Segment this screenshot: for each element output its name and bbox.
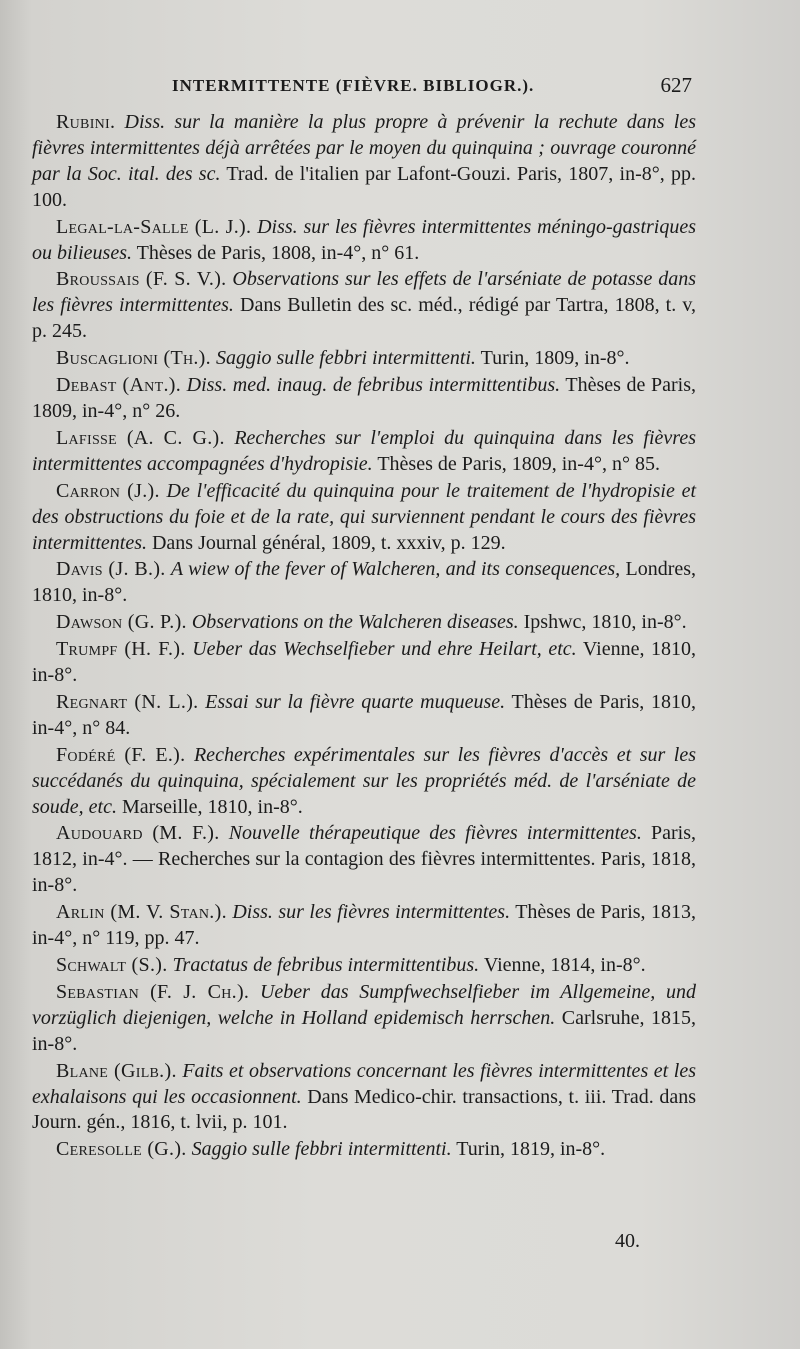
bibliography-entry bbox=[32, 821, 696, 899]
entry-title: Saggio sulle febbri intermittenti. bbox=[215, 347, 476, 370]
page-header bbox=[32, 73, 692, 104]
entry-author: Dawson (G. P.). bbox=[56, 611, 187, 634]
bibliography-entry bbox=[32, 346, 696, 372]
entry-title: Recherches sur l'emploi du quinquina dans les fièvres intermittentes accompagnées d'hydropisie. bbox=[32, 426, 697, 475]
bibliography-entry bbox=[32, 743, 696, 821]
entry-details: Dans Journal général, 1809, t. xxxiv, p. 129. bbox=[151, 531, 506, 554]
bibliography-entry bbox=[32, 690, 696, 742]
bibliography-list bbox=[32, 110, 696, 1164]
bibliography-entry bbox=[32, 373, 696, 425]
entry-author: Fodéré (F. E.). bbox=[56, 743, 186, 766]
bibliography-entry bbox=[32, 426, 696, 478]
entry-author: Arlin (M. V. Stan.). bbox=[56, 901, 227, 924]
entry-author: Schwalt (S.). bbox=[56, 954, 168, 976]
entry-details: Carlsruhe, 1815, in-8°. bbox=[32, 1006, 697, 1055]
bibliography-entry bbox=[32, 980, 696, 1058]
entry-author: Legal-la-Salle (L. J.). bbox=[56, 215, 252, 238]
page-number: 627 bbox=[660, 73, 692, 97]
entry-details: Marseille, 1810, in-8°. bbox=[121, 795, 303, 818]
entry-author: Blane (Gilb.). bbox=[56, 1059, 177, 1082]
bibliography-entry bbox=[32, 953, 696, 979]
entry-title: Faits et observations concernant les fièvres intermittentes et les exhalaisons qui les occasionnent. bbox=[32, 1059, 697, 1108]
entry-author: Ceresolle (G.). bbox=[56, 1138, 187, 1161]
entry-title: Saggio sulle febbri intermittenti. bbox=[191, 1138, 452, 1161]
entry-title: Observations sur les effets de l'arséniate de potasse dans les fièvres intermittentes. bbox=[32, 268, 696, 317]
bibliography-entry bbox=[32, 1137, 696, 1163]
entry-details: Turin, 1809, in-8°. bbox=[480, 347, 630, 370]
entry-details: Ipshwc, 1810, in-8°. bbox=[523, 611, 687, 634]
entry-author: Sebastian (F. J. Ch.). bbox=[56, 980, 250, 1003]
entry-details: Turin, 1819, in-8°. bbox=[456, 1138, 606, 1161]
entry-author: Rubini. bbox=[56, 111, 116, 133]
bibliography-entry bbox=[32, 610, 696, 636]
entry-details: Londres, 1810, in-8°. bbox=[32, 558, 697, 607]
entry-title: Ueber das Wechselfieber und ehre Heilart, etc. bbox=[192, 638, 577, 661]
entry-details: Thèses de Paris, 1808, in-4°, n° 61. bbox=[136, 241, 420, 264]
bibliography-entry bbox=[32, 110, 696, 214]
entry-details: Thèses de Paris, 1809, in-4°, n° 85. bbox=[377, 452, 660, 475]
entry-details: Vienne, 1810, in-8°. bbox=[32, 638, 697, 687]
entry-author: Davis (J. B.). bbox=[56, 558, 166, 581]
running-title: INTERMITTENTE (FIÈVRE. BIBLIOGR.). bbox=[172, 76, 535, 95]
entry-details: Dans Medico-chir. transactions, t. iii. Trad. dans Journ. gén., 1816, t. lvii, p. 101. bbox=[32, 1085, 697, 1134]
entry-author: Lafisse (A. C. G.). bbox=[56, 426, 225, 449]
entry-author: Debast (Ant.). bbox=[56, 374, 182, 397]
bibliography-entry bbox=[32, 479, 696, 557]
bibliography-entry bbox=[32, 900, 696, 952]
bibliography-entry bbox=[32, 637, 696, 689]
bibliography-entry bbox=[32, 557, 696, 609]
entry-details: Vienne, 1814, in-8°. bbox=[483, 954, 646, 976]
entry-title: Observations on the Walcheren diseases. bbox=[191, 611, 519, 634]
entry-author: Regnart (N. L.). bbox=[56, 690, 199, 713]
entry-title: Tractatus de febribus intermittentibus. bbox=[172, 954, 480, 976]
entry-title: A wiew of the fever of Walcheren, and its consequences, bbox=[170, 558, 621, 581]
entry-title: Diss. sur les fièvres intermittentes méningo-gastriques ou bilieuses. bbox=[32, 215, 696, 264]
entry-details: Thèses de Paris, 1810, in-4°, n° 84. bbox=[32, 690, 697, 739]
entry-title: Ueber das Sumpfwechselfieber im Allgemeine, und vorzüglich diejenigen, welche in Holland epidemisch herrschen. bbox=[32, 980, 696, 1029]
bibliography-entry bbox=[32, 267, 696, 345]
entry-author: Broussais (F. S. V.). bbox=[56, 268, 227, 291]
entry-details: Dans Bulletin des sc. méd., rédigé par Tartra, 1808, t. v, p. 245. bbox=[32, 294, 697, 343]
bibliography-entry bbox=[32, 1059, 696, 1137]
entry-author: Audouard (M. F.). bbox=[56, 822, 220, 845]
entry-title: Diss. sur la manière la plus propre à prévenir la rechute dans les fièvres intermittentes déjà arrêtées par le moyen du quinquina ; ouvrage couronné par la Soc. ital. des sc. bbox=[32, 111, 696, 185]
entry-title: De l'efficacité du quinquina pour le traitement de l'hydropisie et des obstructions du foie et de la rate, qui surviennent pendant le cours des fièvres intermittentes. bbox=[32, 479, 697, 554]
entry-details: Trad. de l'italien par Lafont-Gouzi. Paris, 1807, in-8°, pp. 100. bbox=[32, 162, 696, 211]
entry-details: Thèses de Paris, 1813, in-4°, n° 119, pp. 47. bbox=[32, 901, 696, 950]
entry-title: Diss. med. inaug. de febribus intermittentibus. bbox=[186, 374, 561, 397]
entry-details: Paris, 1812, in-4°. — Recherches sur la contagion des fièvres intermittentes. Paris, 1818, in-8°. bbox=[32, 822, 697, 897]
entry-title: Nouvelle thérapeutique des fièvres intermittentes. bbox=[228, 822, 642, 845]
entry-title: Essai sur la fièvre quarte muqueuse. bbox=[205, 690, 506, 713]
signature-mark: 40. bbox=[615, 1230, 640, 1252]
entry-title: Recherches expérimentales sur les fièvres d'accès et sur les succédanés du quinquina, spécialement sur les propriétés méd. de l'arséniate de soude, etc. bbox=[32, 743, 697, 818]
bibliography-entry bbox=[32, 215, 696, 267]
entry-author: Trumpf (H. F.). bbox=[56, 638, 186, 661]
entry-author: Buscaglioni (Th.). bbox=[56, 347, 211, 370]
entry-title: Diss. sur les fièvres intermittentes. bbox=[232, 901, 511, 924]
entry-details: Thèses de Paris, 1809, in-4°, n° 26. bbox=[32, 374, 697, 422]
entry-author: Carron (J.). bbox=[56, 479, 160, 502]
